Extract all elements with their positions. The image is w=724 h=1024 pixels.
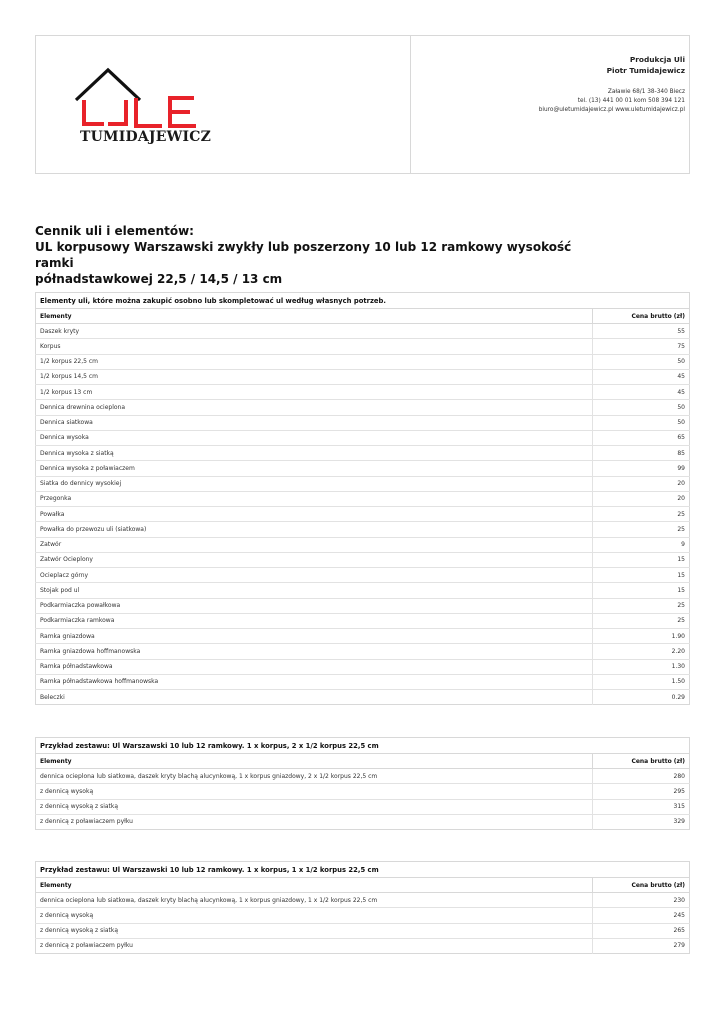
item-price: 315 xyxy=(593,799,690,814)
item-name: Przegonka xyxy=(36,491,593,506)
item-price: 265 xyxy=(593,923,690,938)
item-name: dennica ocieplona lub siatkowa, daszek kryty blachą alucynkową, 1 x korpus gniazdowy, 1 x 1/2 korpus 22,5 cm xyxy=(36,893,593,908)
logo-panel xyxy=(36,36,411,173)
item-name: Dennica siatkowa xyxy=(36,415,593,430)
logo-wordmark: TUMIDAJEWICZ xyxy=(80,129,212,145)
table-row xyxy=(36,923,690,938)
table-row xyxy=(36,324,690,339)
item-price: 50 xyxy=(593,415,690,430)
column-header-price: Cena brutto (zł) xyxy=(593,754,690,769)
item-price: 329 xyxy=(593,814,690,829)
item-price: 2.20 xyxy=(593,644,690,659)
table-header-row xyxy=(36,878,690,893)
item-price: 50 xyxy=(593,354,690,369)
table-row xyxy=(36,415,690,430)
table-caption-row xyxy=(36,738,690,754)
item-price: 55 xyxy=(593,324,690,339)
column-header-elements: Elementy xyxy=(36,754,593,769)
table-row xyxy=(36,908,690,923)
item-name: Dennica drewnina ocieplona xyxy=(36,400,593,415)
item-price: 65 xyxy=(593,430,690,445)
column-header-price: Cena brutto (zł) xyxy=(593,309,690,324)
table-header-row xyxy=(36,754,690,769)
table-row xyxy=(36,893,690,908)
item-price: 1.50 xyxy=(593,674,690,689)
company-owner: Piotr Tumidajewicz xyxy=(606,66,685,75)
table-row xyxy=(36,613,690,628)
table-row xyxy=(36,629,690,644)
item-name: Beleczki xyxy=(40,693,65,701)
item-name: z dennicą z poławiaczem pyłku xyxy=(40,818,133,826)
item-name: Ramka gniazdowa hoffmanowska xyxy=(36,644,593,659)
table-row xyxy=(36,568,690,583)
item-price: 99 xyxy=(593,461,690,476)
table-header-row xyxy=(36,309,690,324)
item-price: 45 xyxy=(593,385,690,400)
item-name: z dennicą wysoką z siatką xyxy=(36,799,593,814)
item-name: Podkarmiaczka ramkowa xyxy=(36,613,593,628)
table-row xyxy=(36,659,690,674)
item-name: Korpus xyxy=(36,339,593,354)
item-name: Podkarmiaczka powałkowa xyxy=(36,598,593,613)
item-price: 20 xyxy=(593,476,690,491)
set-example-table-2 xyxy=(35,861,690,954)
item-name: Siatka do dennicy wysokiej xyxy=(36,476,593,491)
table-caption-row xyxy=(36,293,690,309)
item-name: Dennica wysoka z siatką xyxy=(36,446,593,461)
item-name: dennica ocieplona lub siatkowa, daszek kryty blachą alucynkową, 1 x korpus gniazdowy, 2 x 1/2 korpus 22,5 cm xyxy=(36,769,593,784)
column-header-elements: Elementy xyxy=(36,309,593,324)
item-price: 20 xyxy=(593,491,690,506)
table-row xyxy=(36,354,690,369)
table-row xyxy=(36,369,690,384)
table-row xyxy=(36,674,690,689)
item-price: 25 xyxy=(593,522,690,537)
table-row xyxy=(36,507,690,522)
item-name: 1/2 korpus 22,5 cm xyxy=(36,354,593,369)
item-price: 9 xyxy=(593,537,690,552)
price-list-title xyxy=(35,223,595,287)
item-name: Dennica wysoka z poławiaczem xyxy=(36,461,593,476)
item-name: Powałka xyxy=(36,507,593,522)
table-row xyxy=(36,784,690,799)
table-row xyxy=(36,598,690,613)
item-price: 15 xyxy=(593,568,690,583)
item-price: 45 xyxy=(593,369,690,384)
item-price: 230 xyxy=(593,893,690,908)
item-name: 1/2 korpus 13 cm xyxy=(36,385,593,400)
item-price: 25 xyxy=(593,507,690,522)
item-price: 15 xyxy=(593,552,690,567)
item-name: Ramka półnadstawkowa hoffmanowska xyxy=(36,674,593,689)
table-row xyxy=(36,769,690,784)
table-row xyxy=(36,583,690,598)
column-header-elements: Elementy xyxy=(36,878,593,893)
item-price: 75 xyxy=(593,339,690,354)
table-row xyxy=(36,644,690,659)
item-price: 25 xyxy=(593,613,690,628)
item-name: z dennicą wysoką xyxy=(36,908,593,923)
item-name: Zatwór Ocieplony xyxy=(36,552,593,567)
item-name: 1/2 korpus 14,5 cm xyxy=(36,369,593,384)
table-caption-row xyxy=(36,862,690,878)
table-caption: Przykład zestawu: Ul Warszawski 10 lub 12 ramkowy. 1 x korpus, 2 x 1/2 korpus 22,5 cm xyxy=(36,738,690,754)
item-price: 0.29 xyxy=(593,690,690,705)
item-name: Stojak pod ul xyxy=(36,583,593,598)
title-line-1: Cennik uli i elementów: xyxy=(35,224,194,238)
item-price: 245 xyxy=(593,908,690,923)
item-name: z dennicą wysoką z siatką xyxy=(36,923,593,938)
table-row xyxy=(36,476,690,491)
item-price: 15 xyxy=(593,583,690,598)
item-price: 280 xyxy=(593,769,690,784)
table-row xyxy=(36,385,690,400)
table-caption: Elementy uli, które można zakupić osobno lub skompletować ul według własnych potrzeb. xyxy=(36,293,690,309)
company-info xyxy=(411,36,689,173)
item-price: 1.30 xyxy=(593,659,690,674)
title-line-2: UL korpusowy Warszawski zwykły lub poszerzony 10 lub 12 ramkowy wysokość ramki xyxy=(35,240,572,270)
item-name: z dennicą z poławiaczem pyłku xyxy=(40,942,133,950)
column-header-price: Cena brutto (zł) xyxy=(593,878,690,893)
item-name: z dennicą wysoką xyxy=(36,784,593,799)
table-row xyxy=(36,430,690,445)
table-row xyxy=(36,537,690,552)
title-line-3: półnadstawkowej 22,5 / 14,5 / 13 cm xyxy=(35,272,283,286)
set-example-table-1 xyxy=(35,737,690,830)
item-price: 279 xyxy=(593,938,690,953)
company-phone: tel. (13) 441 00 01 kom 508 394 121 xyxy=(577,98,685,104)
company-address: Załawie 68/1 38-340 Biecz xyxy=(607,89,685,95)
table-row xyxy=(36,690,690,705)
company-contact: biuro@uletumidajewicz.pl www.uletumidajewicz.pl xyxy=(538,107,685,113)
table-row xyxy=(36,799,690,814)
item-name: Daszek kryty xyxy=(36,324,593,339)
item-name: Dennica wysoka xyxy=(36,430,593,445)
item-name: Ocieplacz górny xyxy=(36,568,593,583)
item-name: Powałka do przewozu uli (siatkowa) xyxy=(36,522,593,537)
item-name: Ramka półnadstawkowa xyxy=(36,659,593,674)
document-header xyxy=(35,35,690,174)
table-row xyxy=(36,814,690,829)
item-price: 85 xyxy=(593,446,690,461)
table-row xyxy=(36,446,690,461)
item-price: 25 xyxy=(593,598,690,613)
table-row xyxy=(36,461,690,476)
table-row xyxy=(36,522,690,537)
table-row xyxy=(36,400,690,415)
item-price: 50 xyxy=(593,400,690,415)
item-price: 295 xyxy=(593,784,690,799)
table-row xyxy=(36,938,690,953)
company-name: Produkcja Uli xyxy=(629,55,685,64)
elements-price-table xyxy=(35,292,690,705)
table-caption: Przykład zestawu: Ul Warszawski 10 lub 12 ramkowy. 1 x korpus, 1 x 1/2 korpus 22,5 cm xyxy=(36,862,690,878)
item-price: 1.90 xyxy=(593,629,690,644)
table-row xyxy=(36,552,690,567)
table-row xyxy=(36,491,690,506)
item-name: Zatwór xyxy=(36,537,593,552)
table-row xyxy=(36,339,690,354)
item-name: Ramka gniazdowa xyxy=(36,629,593,644)
